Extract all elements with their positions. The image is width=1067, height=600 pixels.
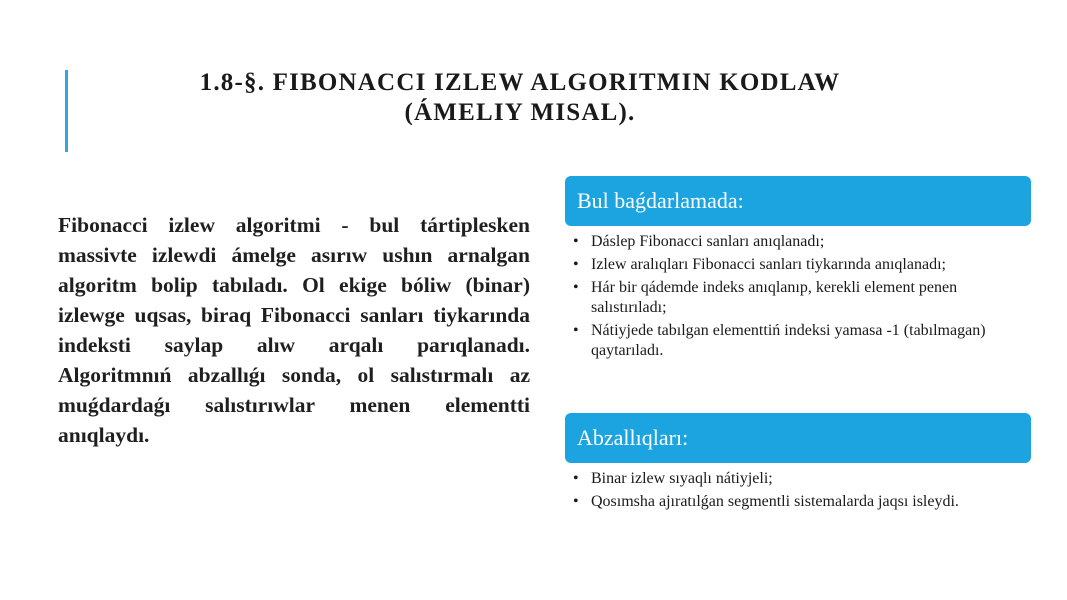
program-steps-header: Bul baǵdarlamada: (565, 176, 1031, 226)
page-title-line-2: (ÁMELIY MISAL). (404, 99, 636, 126)
list-item: • Binar izlew sıyaqlı nátiyjeli; (573, 469, 1031, 489)
advantages-header: Abzallıqları: (565, 413, 1031, 463)
advantages-panel (565, 413, 1031, 515)
description-paragraph: Fibonacci izlew algoritmi - bul tártiplesken massivte izlewdi ámelge asırıw ushın arnalgan algoritm bolip tabıladı. Ol ekige bóliw (binar) izlewge uqsas, biraq Fibonacci sanları tiykarında indeksti saylap alıw arqalı parıqlanadı. Algoritmnıń abzallıǵı sonda, ol salıstırmalı az muǵdardaǵı salıstırıwlar menen elementti anıqlaydı. (58, 213, 530, 447)
list-item: • Izlew aralıqları Fibonacci sanları tiykarında anıqlanadı; (573, 255, 1031, 275)
program-steps-panel (565, 176, 1031, 364)
list-item: • Hár bir qádemde indeks anıqlanıp, kerekli element penen salıstırıladı; (573, 278, 1031, 318)
list-item: • Qosımsha ajıratılǵan segmentli sistemalarda jaqsı isleydi. (573, 492, 1031, 512)
advantages-list (565, 463, 1031, 512)
list-item: • Nátiyjede tabılgan elementtiń indeksi yamasa -1 (tabılmagan) qaytarıladı. (573, 321, 1031, 361)
title-accent-line (65, 70, 68, 152)
page-title (80, 68, 960, 128)
page-title-line-1: 1.8-§. FIBONACCI IZLEW ALGORITMIN KODLAW (199, 69, 841, 96)
program-steps-list (565, 226, 1031, 361)
list-item: • Dáslep Fibonacci sanları anıqlanadı; (573, 232, 1031, 252)
